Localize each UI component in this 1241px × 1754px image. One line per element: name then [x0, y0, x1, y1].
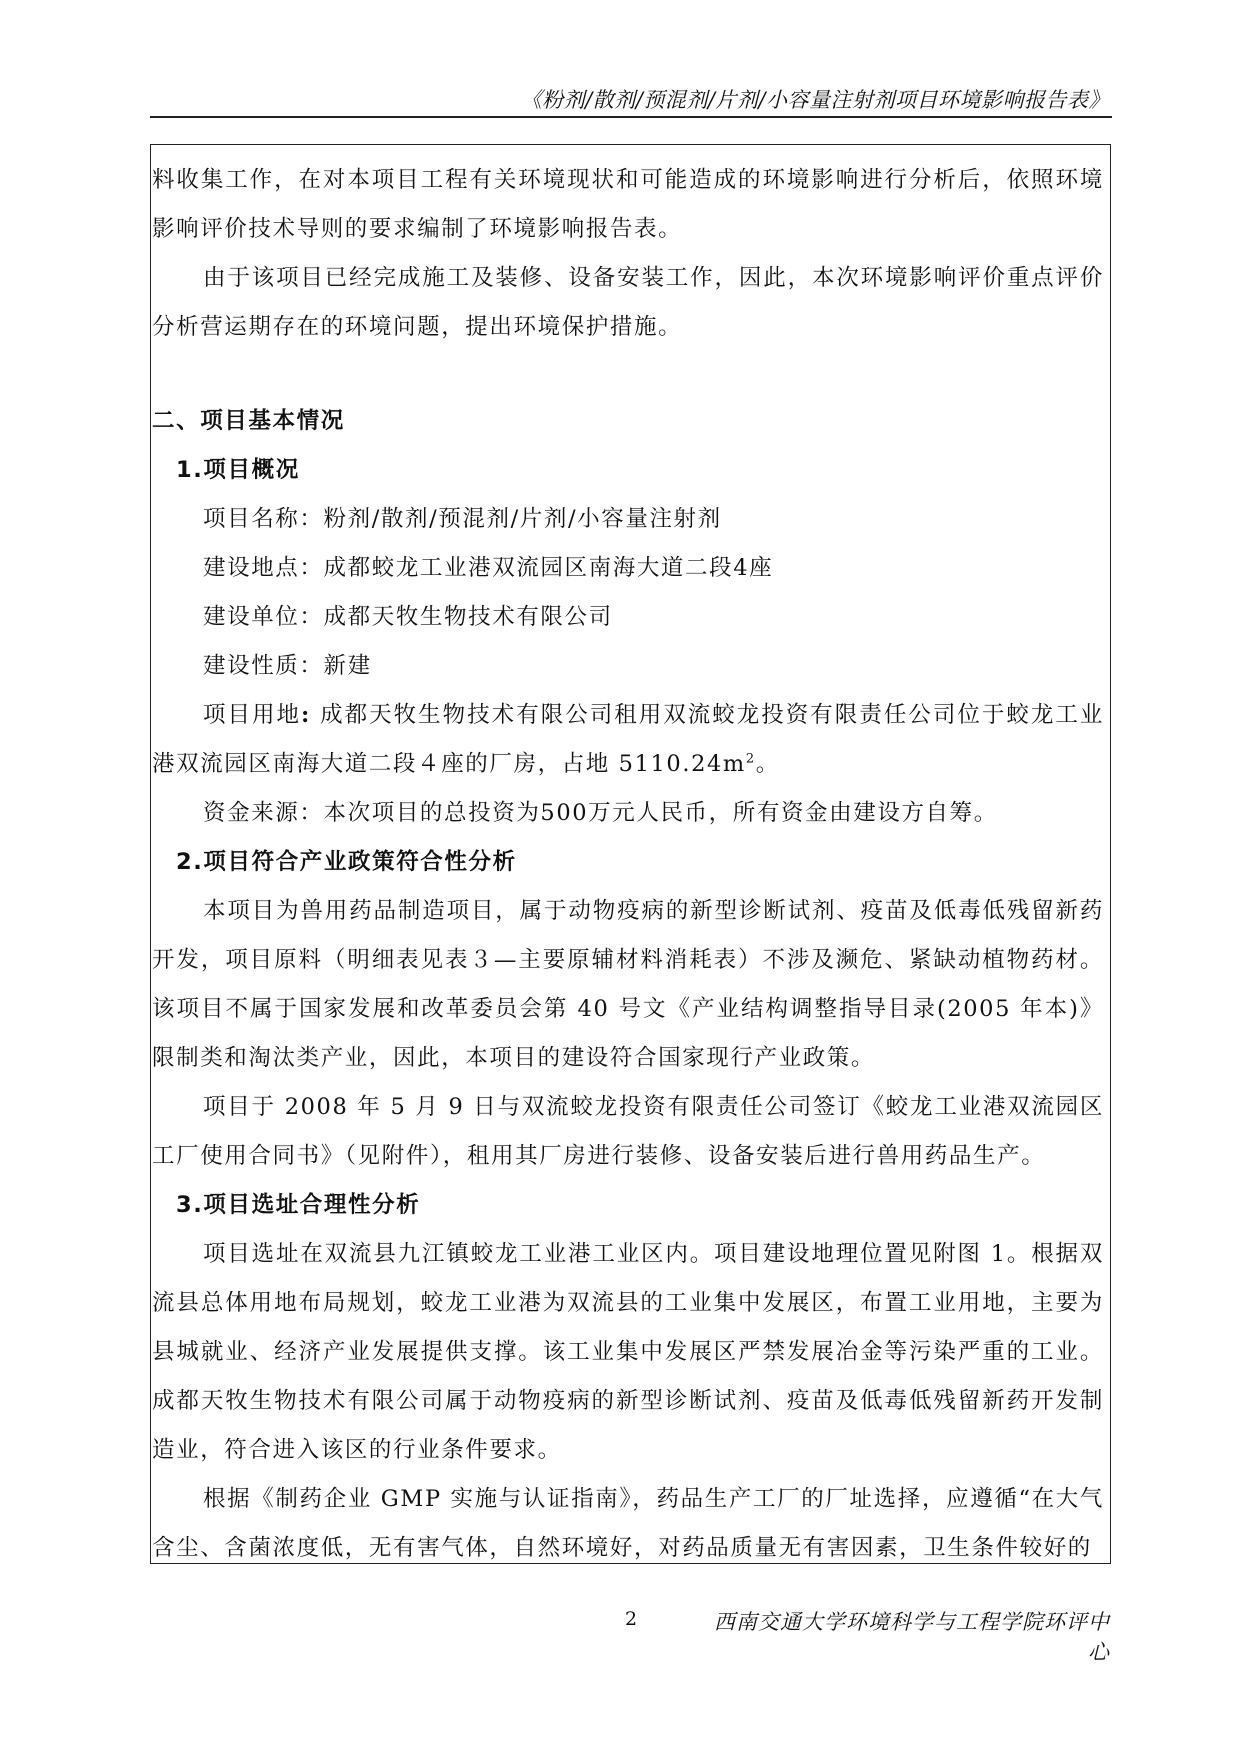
policy-paragraph-2: 项目于 2008 年 5 月 9 日与双流蛟龙投资有限责任公司签订《蛟龙工业港双流园区工厂使用合同书》（见附件），租用其厂房进行装修、设备安装后进行兽用药品生产。	[152, 1094, 1104, 1169]
subsection-heading-policy: 2.项目符合产业政策符合性分析	[176, 849, 517, 875]
nature-value: 新建	[323, 653, 372, 679]
location-value: 成都蛟龙工业港双流园区南海大道二段4座	[323, 555, 774, 581]
page-number: 2	[625, 1608, 638, 1630]
paragraph-continued: 料收集工作，在对本项目工程有关环境现状和可能造成的环境影响进行分析后，依照环境影响评价技术导则的要求编制了环境影响报告表。	[152, 167, 1104, 242]
running-header: 《粉剂/散剂/预混剂/片剂/小容量注射剂项目环境影响报告表》	[520, 88, 1110, 112]
subsection-heading-site: 3.项目选址合理性分析	[176, 1192, 421, 1218]
nature-line	[152, 642, 1104, 691]
project-name-label: 项目名称：	[203, 506, 324, 532]
funds-value: 本次项目的总投资为500万元人民币，所有资金由建设方自筹。	[323, 800, 998, 826]
project-name-line	[152, 495, 1104, 544]
policy-paragraph-1: 本项目为兽用药品制造项目，属于动物疫病的新型诊断试剂、疫苗及低毒低残留新药开发，项目原料（明细表见表３—主要原辅材料消耗表）不涉及濒危、紧缺动植物药材。该项目不属于国家发展和改革委员会第 40 号文《产业结构调整指导目录(2005 年本)》限制类和淘汰类产业，因此，本项目的建设符合国家现行产业政策。	[152, 898, 1104, 1071]
project-name-value: 粉剂/散剂/预混剂/片剂/小容量注射剂	[323, 506, 722, 532]
land-colon: :	[301, 702, 311, 728]
paragraph-evaluation-focus: 由于该项目已经完成施工及装修、设备安装工作，因此，本次环境影响评价重点评价分析营运期存在的环境问题，提出环境保护措施。	[152, 265, 1104, 340]
land-text: 成都天牧生物技术有限公司租用双流蛟龙投资有限责任公司位于蛟龙工业港双流园区南海大道二段４座的厂房，占地 5110.24m	[152, 702, 1105, 777]
nature-label: 建设性质：	[203, 653, 324, 679]
section-heading-project-basics: 二、项目基本情况	[152, 408, 345, 434]
header-rule	[150, 116, 1112, 118]
page-content	[152, 156, 1104, 1573]
subsection-heading-overview: 1.项目概况	[176, 457, 300, 483]
unit-line	[152, 593, 1104, 642]
funds-label: 资金来源：	[203, 800, 324, 826]
location-label: 建设地点：	[203, 555, 324, 581]
location-line	[152, 544, 1104, 593]
site-paragraph-2: 根据《制药企业 GMP 实施与认证指南》，药品生产工厂的厂址选择，应遵循“在大气含尘、含菌浓度低，无有害气体，自然环境好，对药品质量无有害因素，卫生条件较好的	[152, 1486, 1104, 1561]
unit-label: 建设单位：	[203, 604, 324, 630]
area-unit-superscript: 2	[745, 751, 756, 767]
funds-line	[152, 789, 1104, 838]
land-use-paragraph	[152, 691, 1104, 789]
footer-organization: 西南交通大学环境科学与工程学院环评中心	[714, 1610, 1110, 1664]
site-paragraph-1: 项目选址在双流县九江镇蛟龙工业港工业区内。项目建设地理位置见附图 1。根据双流县总体用地布局规划，蛟龙工业港为双流县的工业集中发展区，布置工业用地，主要为县城就业、经济产业发展提供支撑。该工业集中发展区严禁发展冶金等污染严重的工业。成都天牧生物技术有限公司属于动物疫病的新型诊断试剂、疫苗及低毒低残留新药开发制造业，符合进入该区的行业条件要求。	[152, 1241, 1104, 1463]
spacer	[152, 352, 1104, 397]
unit-value: 成都天牧生物技术有限公司	[323, 604, 613, 630]
land-end: 。	[755, 751, 780, 777]
land-label: 项目用地	[203, 702, 302, 728]
